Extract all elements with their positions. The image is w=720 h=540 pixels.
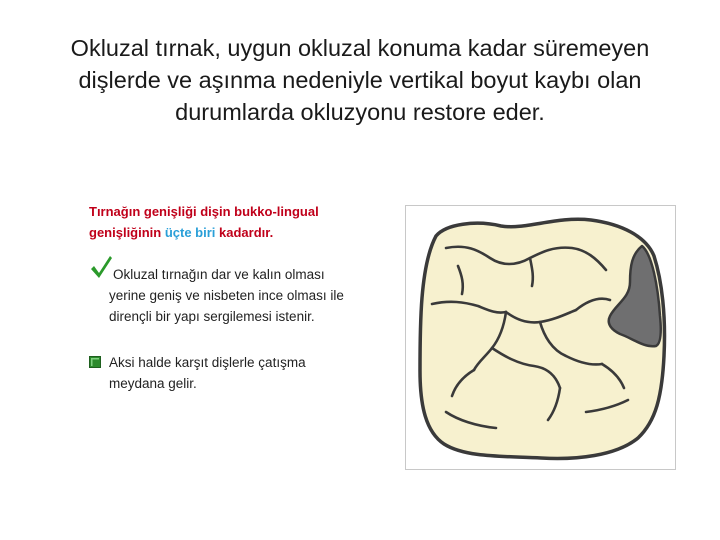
- rest-width-note: [89, 201, 389, 243]
- check-item-line-3: dirençli bir yapı sergilemesi istenir.: [109, 309, 315, 324]
- square-bullet-text: [109, 352, 306, 394]
- square-bullet-line-2: meydana gelir.: [109, 376, 197, 391]
- check-item-continuation: [109, 285, 344, 327]
- slide-title: [20, 32, 700, 128]
- title-line-2: dişlerde ve aşınma nedeniyle vertikal boyut kaybı olan: [78, 67, 642, 93]
- square-bullet-icon: [89, 356, 101, 368]
- check-mark-icon: [89, 254, 113, 280]
- rest-width-note-line-2: [89, 222, 389, 243]
- note-text-b: kadardır.: [215, 225, 274, 240]
- note-highlight: üçte biri: [164, 225, 216, 240]
- check-item-line-2: yerine geniş ve nisbeten ince olması ile: [109, 288, 344, 303]
- tooth-figure: [405, 205, 676, 470]
- rest-width-note-line-1: Tırnağın genişliği dişin bukko-lingual: [89, 204, 319, 219]
- square-bullet-line-1: Aksi halde karşıt dişlerle çatışma: [109, 355, 306, 370]
- check-item-line-1: Okluzal tırnağın dar ve kalın olması: [113, 267, 325, 282]
- note-text-a: genişliğinin: [89, 225, 165, 240]
- title-line-3: durumlarda okluzyonu restore eder.: [175, 99, 545, 125]
- title-line-1: Okluzal tırnak, uygun okluzal konuma kadar süremeyen: [70, 35, 650, 61]
- tooth-occlusal-rest-illustration: [406, 206, 675, 469]
